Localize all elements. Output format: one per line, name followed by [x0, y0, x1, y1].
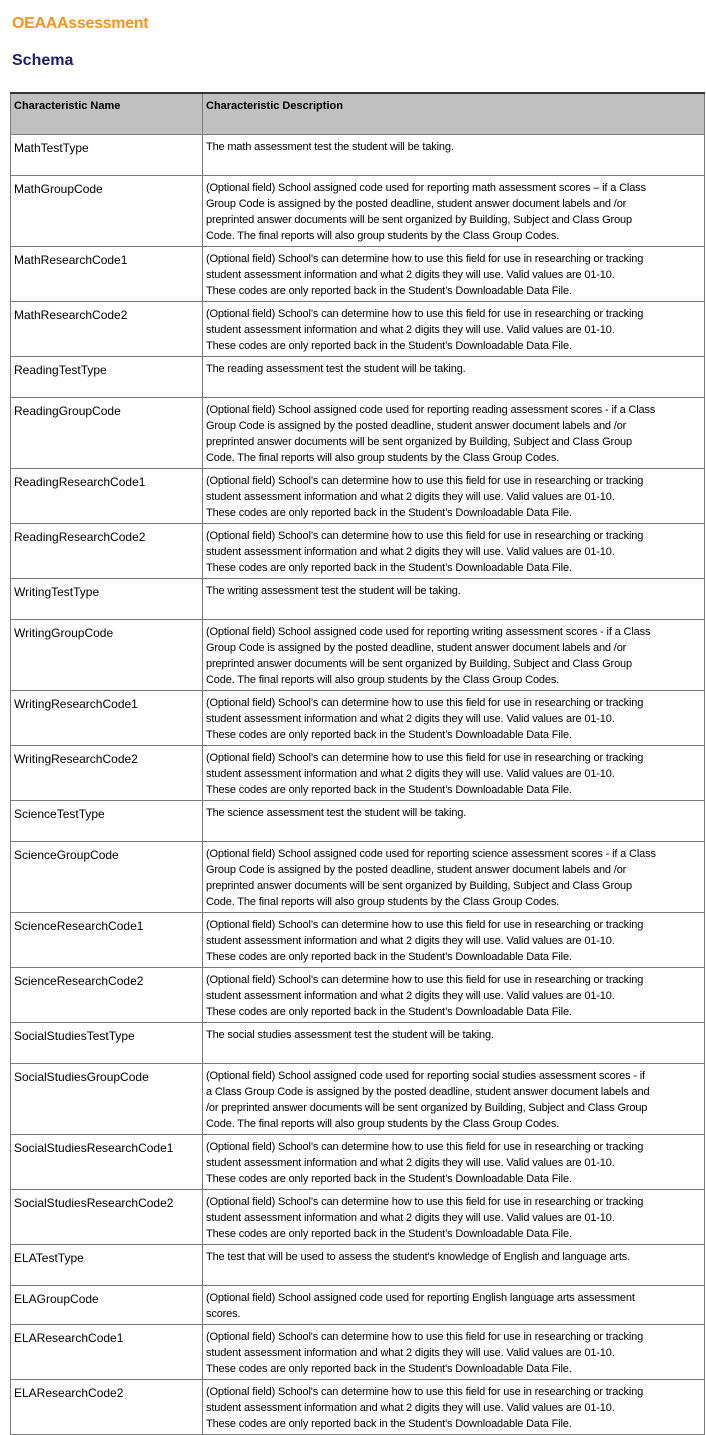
table-body — [11, 135, 705, 1435]
description-line: (Optional field) School’s can determine how to use this field for use in researching or tracking — [206, 530, 644, 542]
characteristic-name: MathGroupCode — [11, 176, 203, 247]
characteristic-name: ReadingGroupCode — [11, 398, 203, 469]
characteristic-name: WritingResearchCode1 — [11, 691, 203, 746]
description-line: These codes are only reported back in the Student’s Downloadable Data File. — [206, 285, 572, 297]
characteristic-name: MathResearchCode2 — [11, 302, 203, 357]
description-line: student assessment information and what 2 digits they will use. Valid values are 01-10. — [206, 1402, 615, 1414]
table-row — [11, 524, 705, 579]
description-line: student assessment information and what 2 digits they will use. Valid values are 01-10. — [206, 1157, 615, 1169]
characteristic-name: SocialStudiesResearchCode2 — [11, 1190, 203, 1245]
table-row — [11, 842, 705, 913]
description-line: student assessment information and what 2 digits they will use. Valid values are 01-10. — [206, 1212, 615, 1224]
description-line: Code. The final reports will also group students by the Class Group Codes. — [206, 674, 560, 686]
table-row — [11, 746, 705, 801]
description-line: The science assessment test the student will be taking. — [206, 807, 467, 819]
description-line: /or preprinted answer documents will be sent organized by Building, Subject and Class Group — [206, 1102, 648, 1114]
characteristic-description — [203, 620, 705, 691]
table-row — [11, 913, 705, 968]
characteristic-name: ScienceResearchCode2 — [11, 968, 203, 1023]
characteristic-description — [203, 1325, 705, 1380]
characteristic-name: SocialStudiesResearchCode1 — [11, 1135, 203, 1190]
characteristic-description — [203, 1380, 705, 1435]
description-line: These codes are only reported back in the Student’s Downloadable Data File. — [206, 507, 572, 519]
description-line: (Optional field) School’s can determine how to use this field for use in researching or tracking — [206, 308, 644, 320]
description-line: The reading assessment test the student will be taking. — [206, 363, 466, 375]
table-row — [11, 1286, 705, 1325]
characteristic-description — [203, 398, 705, 469]
characteristic-description — [203, 842, 705, 913]
description-line: Group Code is assigned by the posted deadline, student answer document labels and /or — [206, 420, 627, 432]
characteristic-name: MathResearchCode1 — [11, 247, 203, 302]
description-line: These codes are only reported back in the Student’s Downloadable Data File. — [206, 951, 572, 963]
description-line: student assessment information and what 2 digits they will use. Valid values are 01-10. — [206, 768, 615, 780]
table-row — [11, 398, 705, 469]
description-line: The writing assessment test the student will be taking. — [206, 585, 461, 597]
description-line: These codes are only reported back in the Student’s Downloadable Data File. — [206, 340, 572, 352]
description-line: (Optional field) School's can determine how to use this field for use in researching or tracking — [206, 1331, 644, 1343]
schema-table — [10, 92, 705, 1435]
description-line: These codes are only reported back in the Student’s Downloadable Data File. — [206, 1228, 572, 1240]
description-line: Code. The final reports will also group students by the Class Group Codes. — [206, 230, 560, 242]
description-line: (Optional field) School’s can determine how to use this field for use in researching or tracking — [206, 1141, 644, 1153]
description-line: (Optional field) School assigned code used for reporting science assessment scores - if a Class — [206, 848, 656, 860]
description-line: (Optional field) School's can determine how to use this field for use in researching or tracking — [206, 1386, 644, 1398]
description-line: (Optional field) School assigned code used for reporting social studies assessment scores - if — [206, 1070, 645, 1082]
description-line: These codes are only reported back in the Student’s Downloadable Data File. — [206, 562, 572, 574]
table-row — [11, 1023, 705, 1064]
description-line: preprinted answer documents will be sent organized by Building, Subject and Class Group — [206, 880, 632, 892]
table-row — [11, 691, 705, 746]
table-row — [11, 357, 705, 398]
table-row — [11, 176, 705, 247]
characteristic-name: ReadingTestType — [11, 357, 203, 398]
characteristic-description — [203, 968, 705, 1023]
table-row — [11, 1380, 705, 1435]
description-line: (Optional field) School’s can determine how to use this field for use in researching or tracking — [206, 752, 644, 764]
characteristic-name: ELAResearchCode1 — [11, 1325, 203, 1380]
description-line: (Optional field) School’s can determine how to use this field for use in researching or tracking — [206, 974, 644, 986]
description-line: These codes are only reported back in the Student’s Downloadable Data File. — [206, 1173, 572, 1185]
table-row — [11, 302, 705, 357]
characteristic-description — [203, 1286, 705, 1325]
section-heading: Schema — [12, 52, 74, 69]
description-line: (Optional field) School assigned code used for reporting reading assessment scores - if a Class — [206, 404, 656, 416]
characteristic-description — [203, 746, 705, 801]
description-line: Code. The final reports will also group students by the Class Group Codes. — [206, 1118, 560, 1130]
table-row — [11, 135, 705, 176]
description-line: student assessment information and what 2 digits they will use. Valid values are 01-10. — [206, 269, 615, 281]
description-line: student assessment information and what 2 digits they will use. Valid values are 01-10. — [206, 935, 615, 947]
characteristic-description — [203, 524, 705, 579]
table-row — [11, 469, 705, 524]
characteristic-name: WritingGroupCode — [11, 620, 203, 691]
description-line: (Optional field) School’s can determine how to use this field for use in researching or tracking — [206, 919, 644, 931]
description-line: preprinted answer documents will be sent organized by Building, Subject and Class Group — [206, 436, 632, 448]
table-row — [11, 968, 705, 1023]
description-line: student assessment information and what 2 digits they will use. Valid values are 01-10. — [206, 324, 615, 336]
description-line: student assessment information and what 2 digits they will use. Valid values are 01-10. — [206, 1347, 615, 1359]
characteristic-description — [203, 691, 705, 746]
characteristic-description — [203, 1190, 705, 1245]
characteristic-name: SocialStudiesGroupCode — [11, 1064, 203, 1135]
table-row — [11, 1245, 705, 1286]
document-title: OEAAAssessment — [12, 15, 149, 32]
description-line: The math assessment test the student will be taking. — [206, 141, 454, 153]
characteristic-description — [203, 469, 705, 524]
description-line: These codes are only reported back in the Student's Downloadable Data File. — [206, 1418, 572, 1430]
characteristic-description — [203, 357, 705, 398]
description-line: (Optional field) School assigned code used for reporting English language arts assessment — [206, 1292, 635, 1304]
description-line: These codes are only reported back in the Student's Downloadable Data File. — [206, 1363, 572, 1375]
characteristic-description — [203, 579, 705, 620]
characteristic-description — [203, 247, 705, 302]
characteristic-name: ELAGroupCode — [11, 1286, 203, 1325]
description-line: The social studies assessment test the student will be taking. — [206, 1029, 494, 1041]
characteristic-description — [203, 135, 705, 176]
characteristic-name: ReadingResearchCode2 — [11, 524, 203, 579]
description-line: student assessment information and what 2 digits they will use. Valid values are 01-10. — [206, 491, 615, 503]
table-row — [11, 1135, 705, 1190]
description-line: student assessment information and what 2 digits they will use. Valid values are 01-10. — [206, 713, 615, 725]
characteristic-name: ELAResearchCode2 — [11, 1380, 203, 1435]
description-line: preprinted answer documents will be sent organized by Building, Subject and Class Group — [206, 214, 632, 226]
table-row — [11, 247, 705, 302]
table-row — [11, 1190, 705, 1245]
description-line: These codes are only reported back in the Student’s Downloadable Data File. — [206, 729, 572, 741]
table-header-row — [11, 93, 705, 135]
characteristic-description — [203, 913, 705, 968]
characteristic-description — [203, 801, 705, 842]
column-header-description: Characteristic Description — [203, 93, 705, 135]
description-line: The test that will be used to assess the student's knowledge of English and language arts. — [206, 1251, 630, 1263]
description-line: (Optional field) School’s can determine how to use this field for use in researching or tracking — [206, 253, 644, 265]
description-line: student assessment information and what 2 digits they will use. Valid values are 01-10. — [206, 546, 615, 558]
description-line: (Optional field) School assigned code used for reporting math assessment scores – if a Class — [206, 182, 646, 194]
characteristic-name: WritingTestType — [11, 579, 203, 620]
description-line: Group Code is assigned by the posted deadline, student answer document labels and /or — [206, 642, 627, 654]
characteristic-name: ScienceTestType — [11, 801, 203, 842]
description-line: (Optional field) School’s can determine how to use this field for use in researching or tracking — [206, 1196, 644, 1208]
description-line: student assessment information and what 2 digits they will use. Valid values are 01-10. — [206, 990, 615, 1002]
table-row — [11, 579, 705, 620]
column-header-name: Characteristic Name — [11, 93, 203, 135]
description-line: preprinted answer documents will be sent organized by Building, Subject and Class Group — [206, 658, 632, 670]
description-line: (Optional field) School assigned code used for reporting writing assessment scores - if a Class — [206, 626, 651, 638]
description-line: Group Code is assigned by the posted deadline, student answer document labels and /or — [206, 198, 627, 210]
characteristic-description — [203, 176, 705, 247]
description-line: These codes are only reported back in the Student’s Downloadable Data File. — [206, 1006, 572, 1018]
description-line: a Class Group Code is assigned by the posted deadline, student answer document labels and — [206, 1086, 650, 1098]
characteristic-name: MathTestType — [11, 135, 203, 176]
characteristic-name: ReadingResearchCode1 — [11, 469, 203, 524]
characteristic-name: WritingResearchCode2 — [11, 746, 203, 801]
table-row — [11, 801, 705, 842]
description-line: Code. The final reports will also group students by the Class Group Codes. — [206, 896, 560, 908]
description-line: scores. — [206, 1308, 241, 1320]
table-row — [11, 1325, 705, 1380]
characteristic-name: ELATestType — [11, 1245, 203, 1286]
description-line: (Optional field) School’s can determine how to use this field for use in researching or tracking — [206, 475, 644, 487]
description-line: Group Code is assigned by the posted deadline, student answer document labels and /or — [206, 864, 627, 876]
description-line: Code. The final reports will also group students by the Class Group Codes. — [206, 452, 560, 464]
characteristic-description — [203, 302, 705, 357]
description-line: (Optional field) School’s can determine how to use this field for use in researching or tracking — [206, 697, 644, 709]
characteristic-name: SocialStudiesTestType — [11, 1023, 203, 1064]
characteristic-description — [203, 1064, 705, 1135]
table-row — [11, 1064, 705, 1135]
characteristic-description — [203, 1135, 705, 1190]
table-row — [11, 620, 705, 691]
characteristic-name: ScienceGroupCode — [11, 842, 203, 913]
characteristic-description — [203, 1023, 705, 1064]
description-line: These codes are only reported back in the Student’s Downloadable Data File. — [206, 784, 572, 796]
characteristic-name: ScienceResearchCode1 — [11, 913, 203, 968]
characteristic-description — [203, 1245, 705, 1286]
